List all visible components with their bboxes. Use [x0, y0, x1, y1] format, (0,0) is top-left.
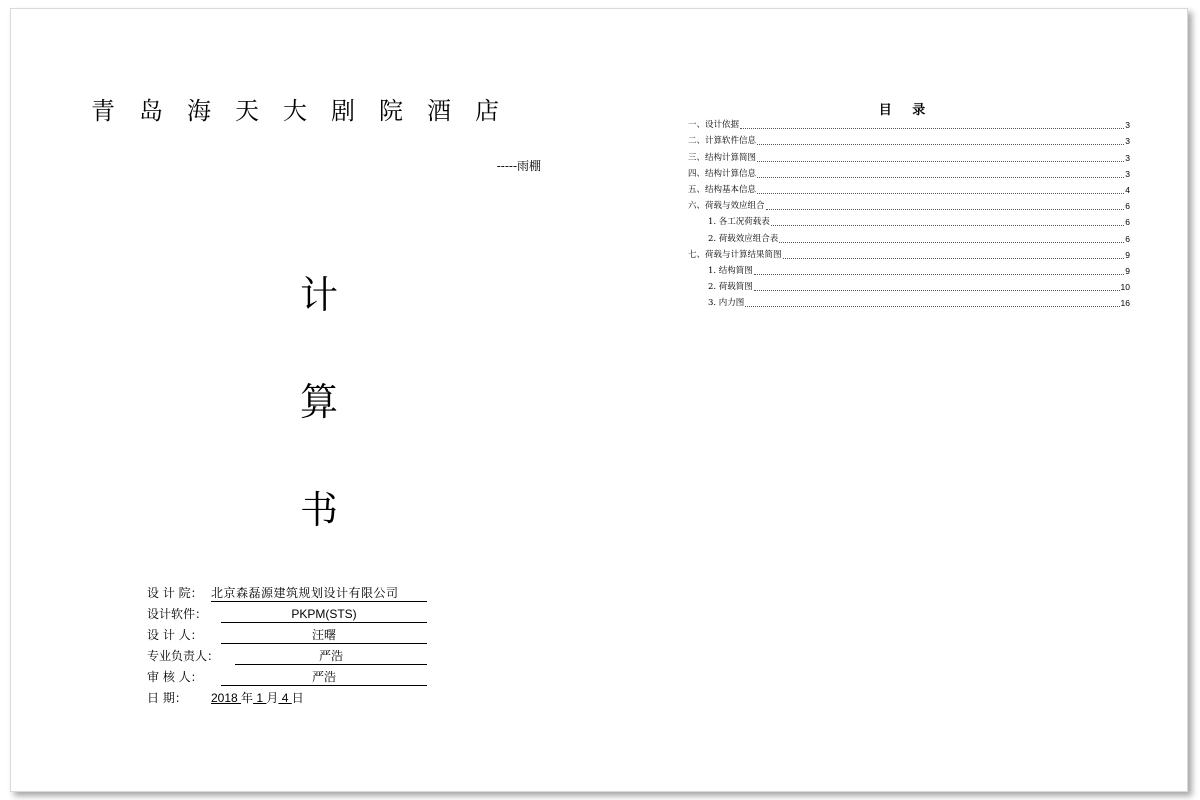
- toc-entry[interactable]: [688, 247, 1130, 263]
- reviewer-label: 审 核 人：: [147, 670, 203, 684]
- toc-entry-page: 3: [1125, 120, 1130, 131]
- cover-big-char-suan: 算: [299, 380, 338, 424]
- software-label: 设计软件：: [147, 607, 208, 621]
- date-month: 1: [253, 691, 267, 705]
- software-value: PKPM(STS): [221, 606, 427, 623]
- toc-entry[interactable]: [688, 198, 1130, 214]
- reviewer-row: [147, 667, 447, 688]
- toc-entry-page: 3: [1125, 136, 1130, 147]
- software-row: [147, 604, 447, 625]
- institute-label: 设 计 院：: [147, 586, 203, 600]
- date-year-unit: 年: [241, 691, 254, 705]
- toc-entry[interactable]: [688, 279, 1130, 295]
- toc-entry-title: 1. 结构简图: [708, 265, 753, 276]
- toc-entry[interactable]: [688, 182, 1130, 198]
- toc-entry-title: 3. 内力图: [708, 298, 745, 309]
- toc-entry-page: 6: [1125, 217, 1130, 228]
- toc-entry-title: 2. 荷载效应组合表: [708, 233, 779, 244]
- toc-dot-leader: [757, 144, 1124, 145]
- date-month-unit: 月: [266, 691, 279, 705]
- toc-entry-page: 16: [1120, 298, 1130, 309]
- institute-value: 北京森磊源建筑规划设计有限公司: [211, 585, 427, 602]
- toc-entry-title: 二、计算软件信息: [688, 136, 757, 147]
- date-day-unit: 日: [291, 691, 304, 705]
- toc-entry[interactable]: [688, 166, 1130, 182]
- cover-subtitle: -----雨棚: [496, 159, 541, 173]
- toc-dot-leader: [740, 128, 1124, 129]
- toc-entry-page: 6: [1125, 233, 1130, 244]
- cover-title: 青岛海天大剧院酒店: [91, 97, 523, 125]
- toc-entry[interactable]: [688, 230, 1130, 246]
- toc-entry-title: 六、荷载与效应组合: [688, 201, 765, 212]
- toc-entry[interactable]: [688, 214, 1130, 230]
- toc-entry-page: 4: [1125, 184, 1130, 195]
- toc-entry-title: 三、结构计算简图: [688, 152, 757, 163]
- toc-dot-leader: [754, 290, 1120, 291]
- toc-entry[interactable]: [688, 117, 1130, 133]
- designer-row: [147, 625, 447, 646]
- manager-row: [147, 646, 447, 667]
- toc-dot-leader: [783, 258, 1125, 259]
- manager-value: 严浩: [235, 648, 427, 665]
- toc-entry-page: 6: [1125, 201, 1130, 212]
- designer-value: 汪曙: [221, 627, 427, 644]
- date-year: 2018: [211, 691, 242, 705]
- date-value: [211, 688, 304, 709]
- manager-label: 专业负责人：: [147, 649, 220, 663]
- cover-big-char-ji: 计: [299, 273, 338, 317]
- toc-dot-leader: [771, 225, 1124, 226]
- reviewer-value: 严浩: [221, 669, 427, 686]
- toc-dot-leader: [779, 242, 1124, 243]
- toc-entry-title: 2. 荷载简图: [708, 282, 753, 293]
- toc-entry-title: 五、结构基本信息: [688, 184, 757, 195]
- toc-dot-leader: [757, 177, 1124, 178]
- toc-entry-page: 10: [1120, 282, 1130, 293]
- toc-entry[interactable]: [688, 295, 1130, 311]
- toc-entry-title: 1. 各工况荷载表: [708, 217, 770, 228]
- toc-dot-leader: [766, 209, 1125, 210]
- toc-entry-title: 一、设计依据: [688, 120, 740, 131]
- toc-entry-page: 9: [1125, 265, 1130, 276]
- cover-info-block: [147, 583, 447, 709]
- toc-entry-title: 七、荷载与计算结果简图: [688, 249, 782, 260]
- toc-entry-page: 3: [1125, 152, 1130, 163]
- toc-dot-leader: [757, 161, 1124, 162]
- designer-label: 设 计 人：: [147, 628, 203, 642]
- cover-big-char-shu: 书: [299, 488, 338, 532]
- toc-list: [688, 117, 1130, 311]
- toc-entry[interactable]: [688, 133, 1130, 149]
- toc-entry[interactable]: [688, 149, 1130, 165]
- toc-dot-leader: [745, 306, 1119, 307]
- date-day: 4: [278, 691, 292, 705]
- toc-entry-title: 四、结构计算信息: [688, 168, 757, 179]
- toc-entry-page: 9: [1125, 249, 1130, 260]
- toc-dot-leader: [754, 274, 1124, 275]
- date-label: 日 期：: [147, 691, 187, 705]
- institute-row: [147, 583, 447, 604]
- document-page: [10, 8, 1188, 792]
- date-row: [147, 688, 447, 709]
- toc-dot-leader: [757, 193, 1124, 194]
- toc-heading: 目 录: [878, 103, 934, 118]
- toc-entry-page: 3: [1125, 168, 1130, 179]
- toc-entry[interactable]: [688, 263, 1130, 279]
